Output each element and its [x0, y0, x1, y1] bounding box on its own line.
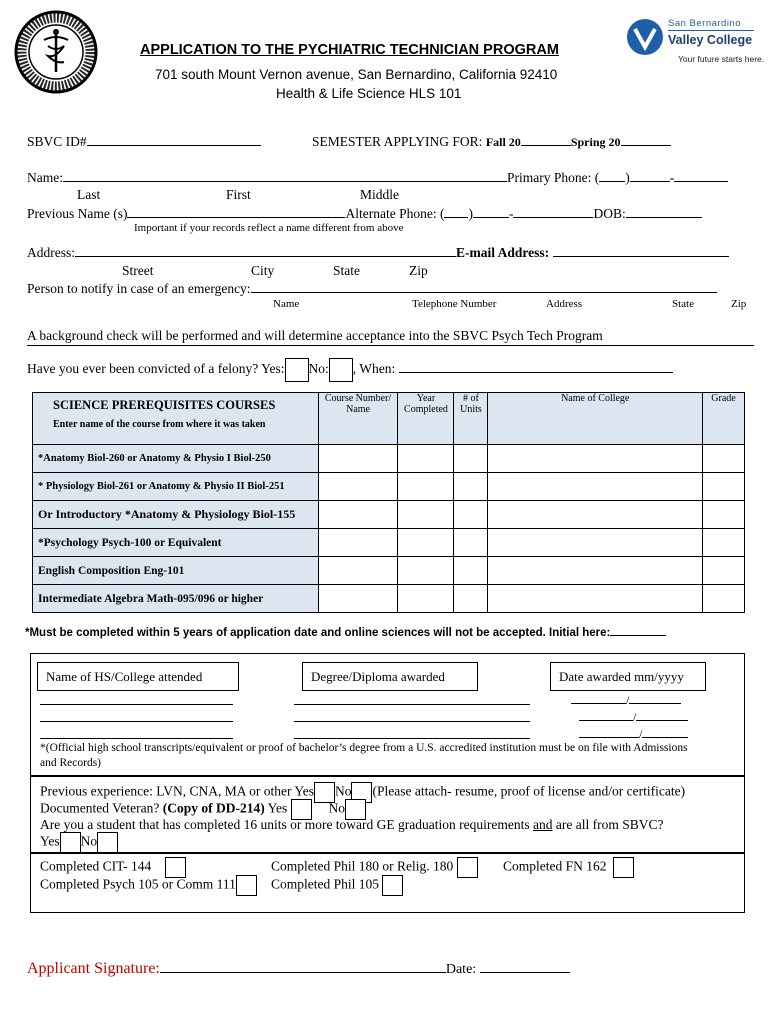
grade-cell[interactable]: [703, 473, 745, 501]
emergency-state-caption: State: [672, 298, 694, 310]
units-cell[interactable]: [454, 501, 488, 529]
units-cell[interactable]: [454, 585, 488, 613]
date-label: Date:: [445, 962, 477, 977]
primary-phone-area[interactable]: [599, 169, 625, 182]
veteran-yes-label: Yes: [267, 800, 288, 816]
fn-row: [503, 857, 634, 878]
grade-cell[interactable]: [703, 445, 745, 473]
name-middle-caption: Middle: [360, 187, 399, 202]
transcript-footnote: [40, 741, 700, 771]
units-cell[interactable]: [454, 473, 488, 501]
logo-mark-icon: [626, 18, 664, 56]
year-cell[interactable]: [398, 557, 454, 585]
psych105-checkbox[interactable]: [236, 875, 257, 896]
date-awarded-label: Date awarded mm/yyyy: [550, 662, 706, 691]
school-line[interactable]: [40, 738, 233, 739]
date-line[interactable]: /: [579, 708, 688, 725]
address-label: Address:: [27, 245, 75, 260]
year-cell[interactable]: [398, 445, 454, 473]
name-field[interactable]: [63, 169, 507, 182]
initial-field[interactable]: [610, 623, 666, 636]
phil105-label: Completed Phil 105: [271, 876, 379, 892]
fall-label: Fall 20: [485, 135, 521, 149]
transcript-footnote-text: *(Official high school transcripts/equivalent or proof of bachelor’s degree from a U.S. accredited institution must be on file with Admissions and Records): [40, 742, 688, 769]
grade-cell[interactable]: [703, 501, 745, 529]
five-year-note: *Must be completed within 5 years of application date and online sciences will not be accepted. Initial here:: [25, 627, 611, 639]
grade-cell[interactable]: [703, 557, 745, 585]
college-cell[interactable]: [488, 445, 703, 473]
experience-attach-note: (Please attach- resume, proof of license and/or certificate): [372, 783, 686, 799]
alternate-phone-line[interactable]: [513, 205, 593, 218]
table-row: * Physiology Biol-261 or Anatomy & Physio II Biol-251: [33, 473, 319, 501]
units-cell[interactable]: [454, 445, 488, 473]
signature-date-field[interactable]: [480, 958, 570, 973]
signature-field[interactable]: [160, 958, 446, 973]
col-year-header: Year Completed: [398, 393, 454, 445]
course-cell[interactable]: [318, 585, 398, 613]
degree-line[interactable]: [294, 738, 530, 739]
college-cell[interactable]: [488, 585, 703, 613]
semester-row: [312, 133, 671, 150]
semester-label: SEMESTER APPLYING FOR:: [312, 134, 483, 149]
date-line[interactable]: /: [571, 691, 681, 708]
veteran-copy-note: (Copy of DD-214): [162, 800, 265, 816]
date-line[interactable]: /: [579, 725, 688, 742]
primary-phone-label: Primary Phone: (: [507, 170, 600, 185]
table-row: English Composition Eng-101: [33, 557, 319, 585]
college-address: 701 south Mount Vernon avenue, San Bernardino, California 92410: [155, 67, 558, 82]
table-row: Intermediate Algebra Math-095/096 or higher: [33, 585, 319, 613]
course-cell[interactable]: [318, 473, 398, 501]
fn-checkbox[interactable]: [613, 857, 634, 878]
school-line[interactable]: [40, 704, 233, 705]
phil105-row: [271, 875, 403, 896]
felony-no-label: No:: [308, 361, 329, 377]
table-row: Or Introductory *Anatomy & Physiology Biol-155: [33, 501, 319, 529]
experience-no-label: No: [334, 783, 352, 799]
prereq-subtitle: Enter name of the course from where it was taken: [53, 419, 266, 430]
ge-question-start: Are you a student that has completed 16 units or more toward GE graduation requirements: [40, 817, 533, 832]
logo-main-text: Valley College: [668, 33, 753, 47]
ge-yes-checkbox[interactable]: [60, 832, 81, 853]
ge-answer-row: [40, 832, 118, 853]
name-row: Name: Primary Phone: ( ) -: [27, 169, 728, 186]
prereq-table: [32, 392, 745, 613]
dob-field[interactable]: [626, 205, 702, 218]
col-college-header: Name of College: [488, 393, 703, 445]
table-row: *Anatomy Biol-260 or Anatomy & Physio I Biol-250: [33, 445, 319, 473]
signature-row: [27, 958, 570, 978]
ge-question-end: are all from SBVC?: [552, 817, 664, 832]
fn-label: Completed FN 162: [503, 858, 607, 874]
previous-name-note: Important if your records reflect a name different from above: [134, 222, 404, 234]
degree-line[interactable]: [294, 721, 530, 722]
col-grade-header: Grade: [703, 393, 745, 445]
felony-question: Have you ever been convicted of a felony? Yes:: [27, 361, 285, 377]
degree-label: Degree/Diploma awarded: [302, 662, 478, 691]
year-cell[interactable]: [398, 473, 454, 501]
address-row: [27, 244, 729, 261]
col-units-header: # of Units: [454, 393, 488, 445]
college-cell[interactable]: [488, 473, 703, 501]
felony-when-field[interactable]: [399, 360, 673, 373]
ge-question: [40, 817, 663, 833]
grade-cell[interactable]: [703, 585, 745, 613]
year-cell[interactable]: [398, 585, 454, 613]
year-cell[interactable]: [398, 501, 454, 529]
phil180-checkbox[interactable]: [457, 857, 478, 878]
address-field[interactable]: [75, 244, 456, 257]
course-cell[interactable]: [318, 529, 398, 557]
prev-exp-question: Previous experience: LVN, CNA, MA or other Yes: [40, 783, 314, 799]
address-state-caption: State: [333, 263, 360, 278]
background-divider: [27, 345, 754, 346]
college-seal: [14, 10, 98, 94]
psych105-label: Completed Psych 105 or Comm 111: [40, 876, 236, 892]
units-cell[interactable]: [454, 529, 488, 557]
table-row: *Psychology Psych-100 or Equivalent: [33, 529, 319, 557]
sbvc-id-row: [27, 133, 261, 150]
school-label: Name of HS/College attended: [37, 662, 239, 691]
logo-top-text: San Bernardino: [668, 18, 742, 29]
spring-label: Spring 20: [570, 135, 621, 149]
signature-label: Applicant Signature:: [27, 960, 160, 977]
veteran-question: Documented Veteran?: [40, 800, 160, 816]
building-room: Health & Life Science HLS 101: [276, 86, 462, 101]
logo-tagline: Your future starts here.: [678, 54, 765, 64]
phil180-label: Completed Phil 180 or Relig. 180: [271, 858, 454, 874]
emergency-field[interactable]: [251, 280, 717, 293]
ge-no-checkbox[interactable]: [97, 832, 118, 853]
felony-yes-checkbox[interactable]: [285, 358, 309, 382]
sbvc-logo: [626, 16, 765, 70]
col-course-header: Course Number/ Name: [318, 393, 398, 445]
felony-no-checkbox[interactable]: [329, 358, 353, 382]
emergency-address-caption: Address: [546, 298, 583, 310]
name-label: Name:: [27, 170, 63, 185]
background-notice: A background check will be performed and will determine acceptance into the SBVC Psych Tech Program: [27, 328, 603, 343]
five-year-note-row: [25, 623, 666, 639]
primary-phone-line[interactable]: [674, 169, 728, 182]
emergency-zip-caption: Zip: [731, 298, 747, 310]
degree-line[interactable]: [294, 704, 530, 705]
previous-name-row: Previous Name (s) Alternate Phone: ( ) - DOB:: [27, 205, 702, 222]
year-cell[interactable]: [398, 529, 454, 557]
sbvc-id-label: SBVC ID#: [27, 134, 87, 149]
veteran-no-label: No: [328, 800, 345, 816]
prereq-title: SCIENCE PREREQUISITES COURSES: [53, 398, 276, 412]
school-line[interactable]: [40, 721, 233, 722]
dob-label: DOB:: [593, 206, 626, 221]
units-cell[interactable]: [454, 557, 488, 585]
grade-cell[interactable]: [703, 529, 745, 557]
sbvc-id-field[interactable]: [87, 133, 261, 146]
email-field[interactable]: [553, 244, 729, 257]
course-cell[interactable]: [318, 501, 398, 529]
course-cell[interactable]: [318, 557, 398, 585]
ge-no-label: No: [80, 833, 98, 849]
alternate-phone-prefix[interactable]: [473, 205, 509, 218]
address-zip-caption: Zip: [409, 263, 428, 278]
ge-question-and: and: [533, 817, 553, 832]
college-cell[interactable]: [488, 557, 703, 585]
email-label: E-mail Address:: [456, 245, 550, 260]
emergency-name-caption: Name: [273, 298, 300, 310]
ge-yes-label: Yes: [40, 833, 60, 849]
previous-name-field[interactable]: [127, 205, 345, 218]
name-last-caption: Last: [77, 187, 101, 202]
college-cell[interactable]: [488, 529, 703, 557]
fall-year-field[interactable]: [521, 133, 571, 146]
primary-phone-prefix[interactable]: [630, 169, 670, 182]
phil105-checkbox[interactable]: [382, 875, 403, 896]
alternate-phone-label: Alternate Phone: (: [345, 206, 445, 221]
name-first-caption: First: [226, 187, 251, 202]
emergency-row: [27, 280, 717, 297]
college-cell[interactable]: [488, 501, 703, 529]
course-cell[interactable]: [318, 445, 398, 473]
address-city-caption: City: [251, 263, 275, 278]
address-street-caption: Street: [122, 263, 154, 278]
alternate-phone-area[interactable]: [444, 205, 468, 218]
emergency-label: Person to notify in case of an emergency:: [27, 281, 251, 296]
felony-row: [27, 358, 673, 382]
spring-year-field[interactable]: [621, 133, 671, 146]
felony-when-label: , When:: [352, 361, 396, 377]
emergency-phone-caption: Telephone Number: [412, 298, 497, 310]
psych105-row: [40, 875, 257, 896]
previous-name-label: Previous Name (s): [27, 206, 128, 221]
cit-label: Completed CIT- 144: [40, 858, 152, 874]
form-title: APPLICATION TO THE PYCHIATRIC TECHNICIAN PROGRAM: [140, 42, 559, 58]
